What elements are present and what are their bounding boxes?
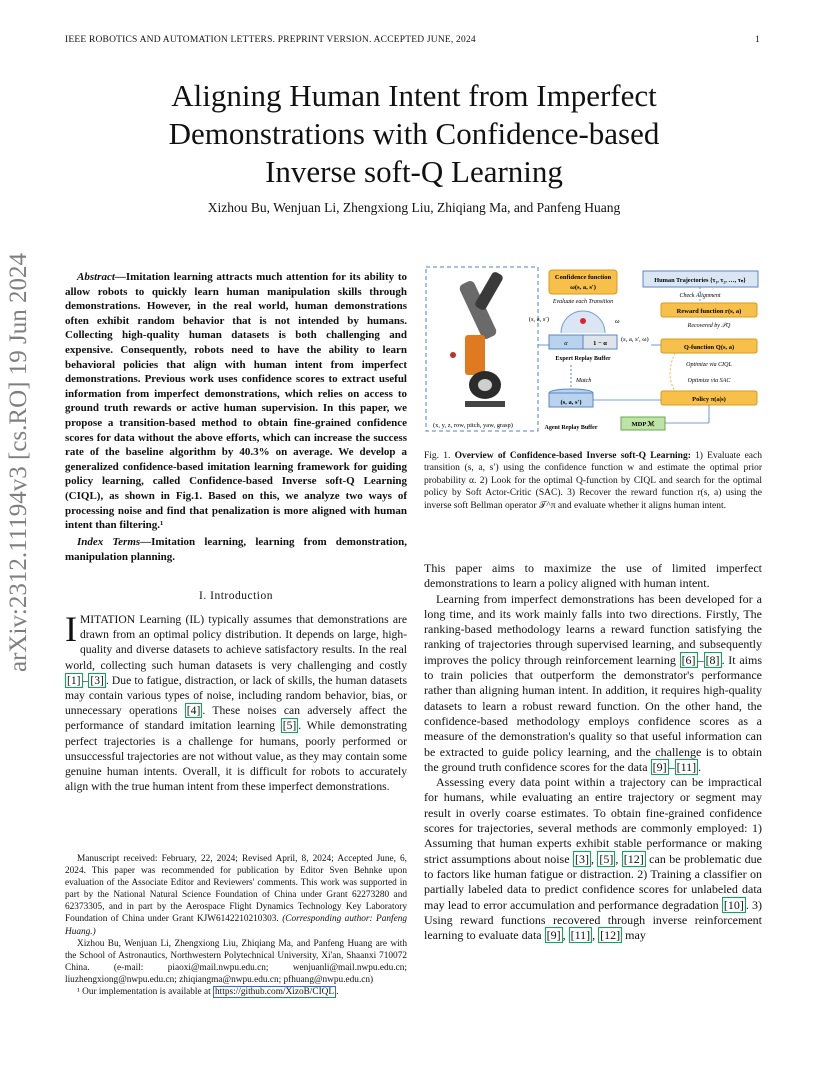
citation-link[interactable]: [10]	[723, 897, 744, 912]
footnote-corresponding: (Corresponding author: Panfeng Huang.)	[65, 914, 408, 937]
agent-buffer-label: Agent Replay Buffer	[544, 425, 598, 431]
citation-link[interactable]: [11]	[676, 759, 697, 774]
alpha-label: α	[564, 340, 568, 347]
title-line: Aligning Human Intent from Imperfect	[171, 78, 657, 113]
robot-state-label: (x, y, z, row, pitch, yaw, grasp)	[433, 422, 513, 429]
abstract-text: —Imitation learning attracts much attention for its ability to allow robots to quickly learn human manipulation skills through demonstrations. However, in the real world, human demonstrations often exhibit random behavior that is not intended by humans. Collecting high-quality human datasets is both challenging and expensive. Consequently, robots need to have the ability to learn behavioral policies that align with human intent from imperfect demonstrations. Previous work uses confidence scores to extract useful information from imperfect demonstrations, which relies on access to ground truth rewards or active human supervision. In this paper, we propose a transition-based method to obtain fine-grained confidence scores for data without the above efforts, which can increase the success rate of the baseline algorithm by 40.3% on average. We develop a generalized confidence-based imitation learning framework for guiding policy learning, called Confidence-based Inverse soft-Q Learning (CIQL), as shown in Fig.1. Based on this, we analyze two ways of processing noise and find that penalization is more aligned with human intent than filtering.¹	[65, 271, 407, 532]
paragraph-text: Assessing every data point within a trajectory can be impractical for humans, while evaluating an entire trajectory or segment may result in overly coarse estimates. To obtain fine-grained confidence scores for trajectories, several methods are commonly employed: 1) Assuming that human experts exhibit stable performance or making strict assumptions about noise	[424, 775, 762, 866]
index-terms-label: Index Terms	[77, 536, 141, 548]
policy-label: Policy π(a|s)	[692, 396, 726, 403]
index-terms	[65, 535, 407, 564]
confidence-function-label: Confidence function	[554, 274, 612, 281]
paragraph-text: Learning from imperfect demonstrations has been developed for a long time, and its work mainly falls into two directions. Firstly, The ranking-based methodology learns a reward function satisfying the ranking of trajectories through supervised learning, and subsequently improves the policy through reinforcement learning	[424, 591, 762, 667]
paragraph-text: ,	[615, 851, 622, 866]
paragraph-text: can be problematic due to factors like human fatigue or distraction. 2) Training a classifier on partially labeled data to predict confidence scores for unlabeled data may lead to error accumulation and performance degradation	[424, 851, 762, 912]
intro-text: . These noises can adversely affect the performance of standard imitation learning	[65, 704, 407, 733]
recovered-label: Recovered by 𝒯Q	[687, 323, 731, 329]
section-heading: I. Introduction	[199, 590, 273, 602]
robot-arm-image	[450, 271, 505, 407]
paragraph: This paper aims to maximize the use of limited imperfect demonstrations to learn a policy aligned with human intent.	[424, 561, 762, 591]
intro-text: . Due to fatigue, distraction, or lack of skills, the human datasets may contain various types of noise, including random behavior, bias, or unnecessary operations	[65, 673, 407, 718]
citation-link[interactable]: [12]	[600, 928, 621, 943]
intro-text: –	[82, 673, 89, 687]
index-terms-text: —Imitation learning, learning from demonstration, manipulation planning.	[65, 536, 407, 563]
title-line: Inverse soft-Q Learning	[265, 154, 563, 189]
paragraph-text: .	[698, 759, 702, 774]
paragraph-text: –	[668, 759, 675, 774]
paragraph	[424, 592, 762, 776]
intro-text: . While demonstrating perfect trajectories is a challenge for humans, poorly performed or unsuccessful trajectories are not without value, as they may contain some genuine human intents. Overall, it is difficult for robots to accurately align with the true human intent from these imperfect demonstrations.	[65, 719, 407, 794]
agent-transition-label: (s, a, s′)	[560, 399, 582, 406]
citation-link[interactable]: [3]	[574, 851, 589, 866]
match-label: Match	[576, 378, 592, 384]
paragraph-text: . It aims to train policies that outperform the demonstrator's performance rather than aligning human intent. In addition, it requires high-quality datasets to learn a robust reward function. On the other hand, the confidence-based methodology employs confidence scores as a measure of the demonstration's quality so that useful information can be extracted to guide policy learning, and the challenge is to obtain the ground truth confidence scores for the data	[424, 652, 762, 774]
abstract-label: Abstract	[77, 271, 115, 283]
check-alignment-label: Check Alignment	[679, 293, 721, 299]
citation-link[interactable]: [9]	[652, 759, 667, 774]
right-column-body	[424, 561, 762, 943]
citation-link[interactable]: [4]	[186, 704, 201, 718]
citation-link[interactable]: [9]	[546, 928, 561, 943]
paragraph-text: . 3) Using reward functions recovered through inverse reinforcement learning to evaluate data	[424, 897, 763, 943]
arxiv-stamp: arXiv:2312.11194v3 [cs.RO] 19 Jun 2024	[5, 253, 32, 672]
intro-text: MITATION Learning (IL) typically assumes that demonstrations are drawn from an optimal policy distribution. It depends on large, high-quality and diverse datasets to achieve satisfactory results. In the real world, collecting such human datasets is very challenging and costly	[65, 613, 407, 672]
citation-link[interactable]: [1]	[67, 673, 81, 687]
citation-link[interactable]: [5]	[599, 851, 614, 866]
footnote-manuscript: Manuscript received: February, 22, 2024; Revised April, 8, 2024; Accepted June, 6, 2024. This paper was recommended for publication by Editor Sven Behnke upon evaluation of the Associate Editor and Reviewers' comments. This work was supported in part by the National Natural Science Foundation of China under Grant 62273280 and 62373305, and in part by the Aerospace Flight Dynamics Technology Key Laboratory Foundation of China under Grant KJW6142210210303.	[65, 854, 407, 925]
page-number: 1	[755, 35, 760, 45]
evaluate-label: Evaluate each Transition	[552, 299, 614, 305]
reward-function-label: Reward function r(s, a)	[676, 308, 742, 315]
footnote-affiliation: Xizhou Bu, Wenjuan Li, Zhengxiong Liu, Zhiqiang Ma, and Panfeng Huang are with the School of Astronautics, Northwestern Polytechnical University, Xi'an, Shaanxi 710072 China. (e-mail: piaoxi@mail.nwpu.edu.cn; wenjuanli@mail.nwpu.edu.cn; liuzhengxiong@nwpu.edu.cn; zhiqiangma@nwpu.edu.cn; pfhuang@nwpu.edu.cn)	[65, 938, 407, 985]
caption-label: Fig. 1.	[424, 451, 451, 461]
citation-link[interactable]: [11]	[570, 928, 591, 943]
paper-title	[70, 77, 758, 191]
optimize-ciql-label: Optimize via CIQL	[686, 362, 732, 368]
q-function-label: Q-function Q(s, a)	[683, 344, 735, 351]
intro-paragraph	[65, 609, 407, 794]
citation-link[interactable]: [8]	[705, 652, 720, 667]
paragraph-text: ,	[590, 851, 598, 866]
transition-label: (s, a, s′)	[528, 316, 549, 323]
transition-with-weight-label: (s, a, s′, ω)	[621, 336, 649, 343]
caption-title: Overview of Confidence-based Inverse soft-Q Learning:	[454, 451, 691, 461]
paragraph-text: ,	[592, 928, 599, 943]
paragraph-text: ,	[562, 928, 569, 943]
github-link[interactable]: https://github.com/XizoB/CIQL	[215, 987, 335, 998]
figure-caption	[424, 450, 762, 512]
human-trajectories-label: Human Trajectories {τ₁, τ₂, …, τₙ}	[654, 277, 746, 284]
drop-cap: I	[65, 609, 77, 649]
citation-link[interactable]: [3]	[90, 673, 104, 687]
footnote-impl: ¹ Our implementation is available at	[77, 987, 214, 998]
running-header: IEEE ROBOTICS AND AUTOMATION LETTERS. PREPRINT VERSION. ACCEPTED JUNE, 2024	[65, 35, 476, 45]
expert-buffer-label: Expert Replay Buffer	[555, 356, 611, 362]
paragraph	[424, 775, 762, 943]
citation-link[interactable]: [12]	[623, 851, 644, 866]
paragraph-text: –	[697, 652, 704, 667]
author-list: Xizhou Bu, Wenjuan Li, Zhengxiong Liu, Zhiqiang Ma, and Panfeng Huang	[207, 200, 621, 215]
confidence-function-symbol: ω(s, a, s′)	[570, 284, 596, 291]
optimize-sac-label: Optimize via SAC	[687, 378, 731, 384]
title-line: Demonstrations with Confidence-based	[168, 116, 660, 151]
paragraph-text: may	[622, 928, 646, 943]
overview-figure	[425, 265, 763, 437]
abstract	[65, 270, 407, 533]
caption-text: 1) Evaluate each transition (s, a, s′) using the confidence function w and estimate the optimal prior probability α. 2) Look for the optimal Q-function by CIQL and search for the optimal policy by Soft Actor-Critic (SAC). 3) Recover the reward function r(s, a) using the inverse soft Bellman operator 𝒯^π and evaluate whether it aligns human intent.	[424, 451, 762, 511]
footnote-impl: .	[336, 987, 339, 998]
one-minus-alpha-label: 1 − α	[593, 340, 607, 347]
citation-link[interactable]: [5]	[282, 719, 297, 733]
mdp-label: MDP ℳ	[631, 421, 655, 428]
footnotes	[65, 853, 407, 998]
citation-link[interactable]: [6]	[681, 652, 696, 667]
omega-label: ω	[615, 318, 620, 325]
